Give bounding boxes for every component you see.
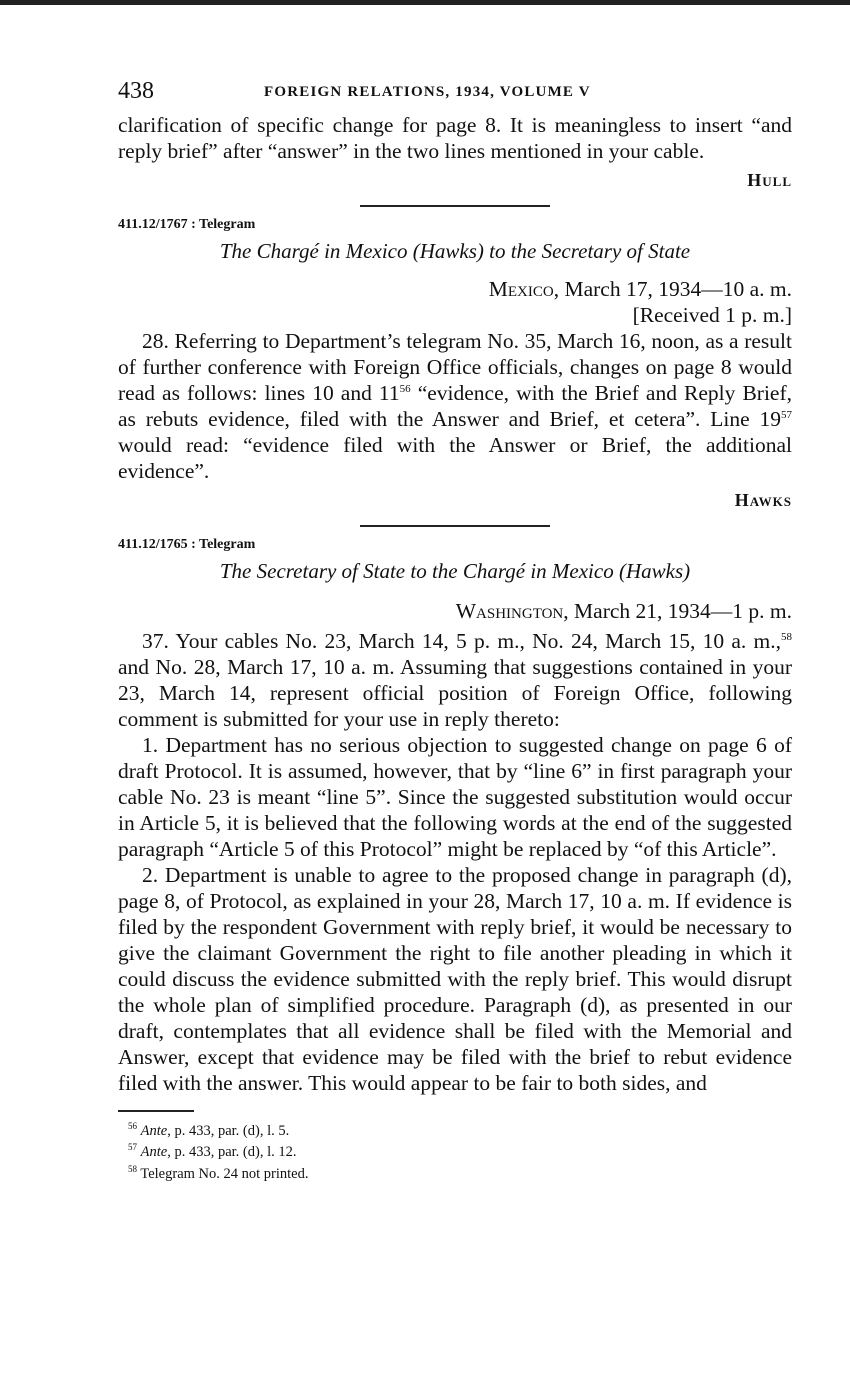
footnote-rule <box>118 1110 194 1112</box>
continuation-paragraph: clarification of specific change for page 8. It is meaningless to insert “and reply brief” after “answer” in the two lines mentioned in your cable. <box>118 113 792 163</box>
footnote-mark: 56 <box>128 1120 137 1131</box>
footnote-57 <box>128 1139 792 1161</box>
dateline-place: Mexico <box>488 277 554 301</box>
footnote-ref-57: 57 <box>781 408 792 421</box>
signature-hawks: Hawks <box>734 490 792 510</box>
footnote-text: Telegram No. 24 not printed. <box>140 1165 309 1182</box>
document-page <box>118 78 792 1183</box>
footnote-58 <box>128 1161 792 1183</box>
top-border-rule <box>0 0 850 5</box>
footnote-ref-58: 58 <box>781 630 792 643</box>
received-line: [Received 1 p. m.] <box>632 303 792 327</box>
footnote-mark: 57 <box>128 1142 137 1153</box>
footnote-text: , p. 433, par. (d), l. 12. <box>167 1144 297 1161</box>
footnote-56 <box>128 1118 792 1140</box>
footnote-text: , p. 433, par. (d), l. 5. <box>167 1122 290 1139</box>
signature-hull: Hull <box>747 170 792 190</box>
footnote-ante: Ante <box>140 1144 168 1161</box>
telegram-37-paragraph <box>118 628 792 732</box>
telegram-28-paragraph <box>118 328 792 484</box>
page-number: 438 <box>118 78 154 104</box>
section-divider <box>360 205 550 207</box>
paragraph-text: 28. Referring to Department’s telegram No. 35, March 16, noon, as a result of further conference with Foreign Office officials, changes on page 8 would read as follows: lines 10 and 11 <box>118 329 792 405</box>
point-2-paragraph: 2. Department is unable to agree to the proposed change in paragraph (d), page 8, of Protocol, as explained in your 28, March 17, 10 a. m. If evidence is filed by the respondent Government with reply brief, it would be necessary to give the claimant Government the right to file another pleading in which it could discuss the evidence submitted with the reply brief. This would disrupt the whole plan of simplified procedure. Paragraph (d), as presented in our draft, contemplates that all evidence shall be filed with the Memorial and Answer, except that evidence may be filed with the brief to rebut evidence filed with the answer. This would appear to be fair to both sides, and <box>118 863 792 1095</box>
paragraph-text: “evidence, with the Brief and Reply Brief, as rebuts evidence, filed with the Answer and Brief, et cetera”. Line 19 <box>118 381 792 431</box>
dateline-date: , March 17, 1934—10 a. m. <box>553 277 792 301</box>
running-title: FOREIGN RELATIONS, 1934, VOLUME V <box>264 84 591 100</box>
paragraph-text: would read: “evidence filed with the Answer or Brief, the additional evidence”. <box>118 433 792 483</box>
file-number: 411.12/1765 : Telegram <box>118 537 256 552</box>
section-divider <box>360 525 550 527</box>
footnote-ante: Ante <box>140 1122 168 1139</box>
footnotes <box>118 1118 792 1183</box>
point-1-paragraph: 1. Department has no serious objection to suggested change on page 6 of draft Protocol. It is assumed, however, that by “line 6” in first paragraph your cable No. 23 is meant “line 5”. Since the suggested substitution would occur in Article 5, it is believed that the following words at the end of the suggested paragraph “Article 5 of this Protocol” might be replaced by “of this Article”. <box>118 733 792 861</box>
telegram-heading: The Secretary of State to the Chargé in Mexico (Hawks) <box>219 559 691 583</box>
telegram-heading: The Chargé in Mexico (Hawks) to the Secretary of State <box>219 239 691 263</box>
paragraph-text: 37. Your cables No. 23, March 14, 5 p. m., No. 24, March 15, 10 a. m., <box>142 629 781 653</box>
running-header <box>118 78 792 112</box>
footnote-mark: 58 <box>128 1164 137 1175</box>
dateline <box>118 598 792 624</box>
file-number: 411.12/1767 : Telegram <box>118 217 256 232</box>
dateline-place: Washington <box>455 599 564 623</box>
paragraph-text: and No. 28, March 17, 10 a. m. Assuming that suggestions contained in your 23, March 14, represent official position of Foreign Office, following comment is submitted for your use in reply thereto: <box>118 655 792 731</box>
footnote-ref-56: 56 <box>399 382 411 395</box>
dateline-date: , March 21, 1934—1 p. m. <box>563 599 792 623</box>
dateline <box>118 276 792 302</box>
